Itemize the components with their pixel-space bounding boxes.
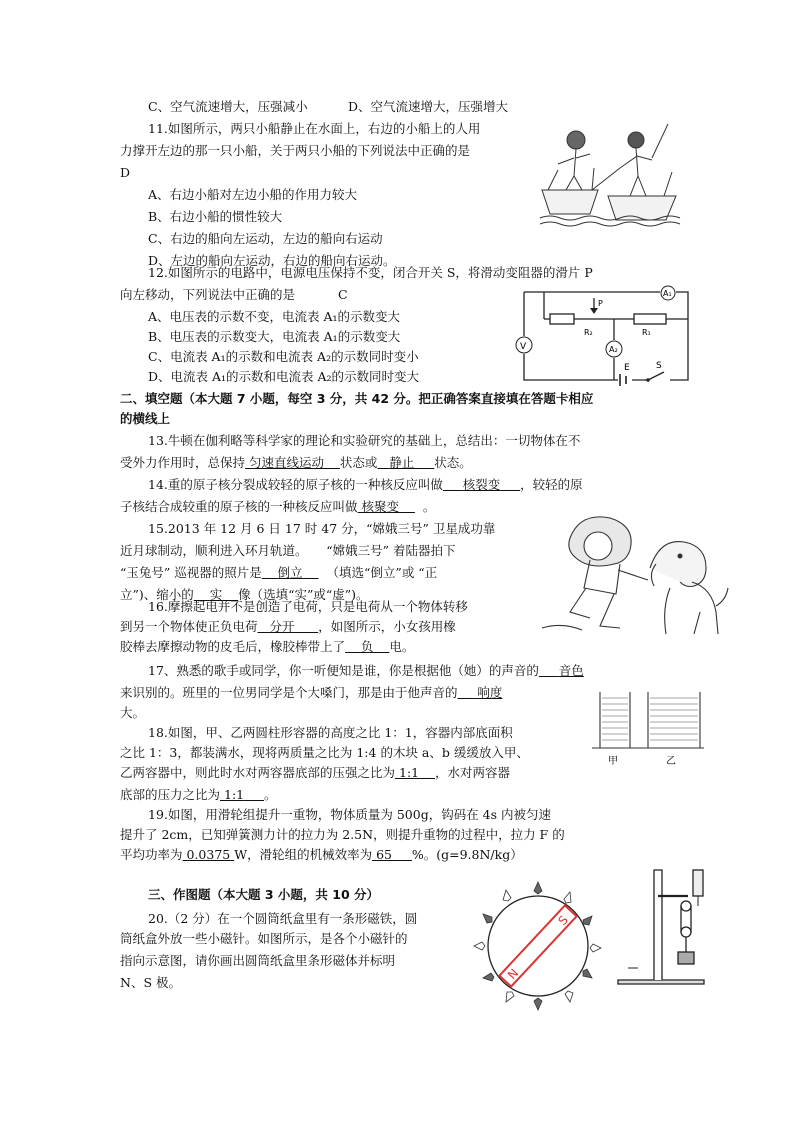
q10-option-c: C、空气流速增大，压强减小	[148, 99, 308, 114]
q18-text-d: 。	[264, 787, 277, 802]
q17-text-a: 17、熟悉的歌手或同学，你一听便知是谁，你是根据他（她）的声音的	[148, 663, 539, 678]
q14-text-c: 子核结合成较重的原子核的一种核反应叫做	[120, 499, 358, 514]
q10-option-d: D、空气流速增大，压强增大	[348, 99, 509, 114]
q17-answer-2: 响度	[477, 685, 503, 700]
q14-answer-2: 核聚变	[361, 499, 400, 514]
circuit-label-e: E	[624, 363, 630, 373]
circuit-label-s: S	[656, 361, 662, 371]
q17-text-b: 来识别的。班里的一位男同学是个大嗓门，那是由于他声音的	[120, 685, 458, 700]
q20-line4: N、S 极。	[120, 975, 181, 990]
q18-text-c: 底部的压力之比为	[120, 787, 221, 802]
q20-line1: 20.（2 分）在一个圆筒纸盒里有一条形磁铁，圆	[148, 911, 418, 926]
q17-answer-1: 音色	[558, 663, 584, 678]
q19-answer-2: 65	[376, 847, 392, 862]
q16-answer-1: 分开	[269, 619, 295, 634]
magnet-label-s: S	[555, 912, 571, 929]
q17-line3: 大。	[120, 705, 146, 720]
q19-line1: 19.如图，用滑轮组提升一重物，物体质量为 500g，钩码在 4s 内被匀速	[148, 807, 552, 822]
boats-figure	[540, 118, 680, 226]
q13-line2	[120, 454, 472, 472]
q14-text-b: ，较轻的原	[520, 477, 583, 492]
circuit-label-a2: A₂	[609, 345, 618, 354]
circuit-label-a1: A₁	[663, 289, 672, 298]
q16-text-d: 电。	[389, 639, 415, 654]
q18-answer-2: 1:1	[224, 787, 245, 802]
containers-figure	[592, 690, 704, 768]
q12-stem-line1: 12.如图所示的电路中，电源电压保持不变，闭合开关 S，将滑动变阻器的滑片 P	[148, 265, 593, 280]
q13-text-b: 状态或	[339, 455, 378, 470]
q11-answer: D	[120, 165, 131, 180]
q16-text-c: 胶棒去摩擦动物的皮毛后，橡胶棒带上了	[120, 639, 346, 654]
q18-text-b: ，水对两容器	[435, 765, 511, 780]
q15-line3	[120, 564, 437, 582]
circuit-label-v: V	[520, 342, 527, 352]
q16-answer-2: 负	[360, 639, 374, 654]
q18-answer-1: 1:1	[399, 765, 420, 780]
q19-line3	[120, 846, 523, 864]
q18-line1: 18.如图，甲、乙两圆柱形容器的高度之比 1：1，容器内部底面积	[148, 725, 513, 740]
q19-answer-1: 0.0375	[186, 847, 231, 862]
q19-text-c: %。(g=9.8N/kg）	[411, 847, 523, 862]
q16-line1: 16.摩擦起电并不是创造了电荷，只是电荷从一个物体转移	[148, 599, 468, 614]
q12-option-d: D、电流表 A₁的示数和电流表 A₂的示数同时变大	[148, 369, 420, 384]
circuit-label-r1: R₁	[642, 328, 651, 337]
q15-line2: 近月球制动，顺利进入环月轨道。 “嫦娥三号” 着陆器拍下	[120, 543, 456, 558]
q15-text-b: （填选“倒立”或 “正	[326, 565, 438, 580]
q16-text-a: 到另一个物体使正负电荷	[120, 619, 258, 634]
q11-stem-line1: 11.如图所示，两只小船静止在水面上，右边的小船上的人用	[148, 121, 481, 136]
q15-answer-1: 倒立	[277, 565, 303, 580]
q20-line2: 筒纸盒外放一些小磁针。如图所示，是各个小磁针的	[120, 931, 408, 946]
magnet-figure	[470, 878, 606, 1014]
section3-heading: 三、作图题（本大题 3 小题，共 10 分）	[148, 887, 380, 902]
circuit-label-p: P	[598, 299, 603, 308]
q18-line2: 之比 1：3，都装满水，现将两质量之比为 1:4 的木块 a、b 缓缓放入甲、	[120, 745, 529, 760]
q17-line2	[120, 684, 502, 702]
q11-option-d: D、左边的船向左运动，右边的船向右运动。	[148, 253, 396, 268]
container-label-jia: 甲	[608, 756, 618, 767]
q19-text-a: 平均功率为	[120, 847, 183, 862]
q19-line2: 提升了 2cm，已知弹簧测力计的拉力为 2.5N，则提升重物的过程中，拉力 F 的	[120, 827, 565, 842]
q18-text-a: 乙两容器中，则此时水对两容器底部的压强之比为	[120, 765, 396, 780]
q17-line1	[148, 662, 584, 680]
q15-line1: 15.2013 年 12 月 6 日 17 时 47 分，“嫦娥三号” 卫星成功靠	[148, 521, 496, 536]
pulley-figure	[612, 868, 722, 986]
q13-line1: 13.牛顿在伽利略等科学家的理论和实验研究的基础上，总结出：一切物体在不	[148, 433, 581, 448]
q12-answer: C	[338, 287, 348, 302]
q12-option-b: B、电压表的示数变大，电流表 A₁的示数变大	[148, 329, 401, 344]
q11-option-c: C、右边的船向左运动，左边的船向右运动	[148, 231, 383, 246]
section2-heading-line1: 二、填空题（本大题 7 小题，每空 3 分，共 42 分。把正确答案直接填在答题卡相应	[120, 391, 594, 406]
q14-line1	[148, 476, 583, 494]
q16-line3	[120, 638, 414, 656]
circuit-figure	[510, 284, 690, 386]
q15-answer-2: 实	[209, 587, 223, 602]
q12-option-a: A、电压表的示数不变，电流表 A₁的示数变大	[148, 309, 401, 324]
q13-answer-2: 静止	[389, 455, 415, 470]
magnet-label-n: N	[504, 966, 522, 983]
section2-heading-line2: 的横线上	[120, 411, 171, 426]
q19-text-b: W，滑轮组的机械效率为	[234, 847, 373, 862]
circuit-label-r2: R₂	[584, 328, 593, 337]
q11-option-a: A、右边小船对左边小船的作用力较大	[148, 187, 358, 202]
q11-option-b: B、右边小船的惯性较大	[148, 209, 283, 224]
q18-line4	[120, 786, 277, 804]
q15-text-c: 立”)、缩小的	[120, 587, 194, 602]
container-label-yi: 乙	[666, 756, 676, 767]
q16-text-b: ，如图所示，小女孩用橡	[318, 619, 456, 634]
q11-stem-line2: 力撑开左边的那一只小船，关于两只小船的下列说法中正确的是	[120, 143, 471, 158]
q13-text-a: 受外力作用时，总保持	[120, 455, 246, 470]
q14-line2	[120, 498, 435, 516]
q12-option-c: C、电流表 A₁的示数和电流表 A₂的示数同时变小	[148, 349, 419, 364]
q13-text-c: 状态。	[434, 455, 472, 470]
q14-text-d: 。	[422, 499, 436, 514]
q14-text-a: 14.重的原子核分裂成较轻的原子核的一种核反应叫做	[148, 477, 443, 492]
q18-line3	[120, 764, 510, 782]
q15-text-d: 像（选填“实”或“虚”)。	[238, 587, 369, 602]
q16-line2	[120, 618, 456, 636]
q15-text-a: “玉兔号” 巡视器的照片是	[120, 565, 262, 580]
girl-dog-figure	[530, 508, 730, 640]
q13-answer-1: 匀速直线运动	[249, 455, 325, 470]
q14-answer-1: 核裂变	[462, 477, 501, 492]
q20-line3: 指向示意图，请你画出圆筒纸盒里条形磁体并标明	[120, 953, 396, 968]
q12-stem-line2: 向左移动，下列说法中正确的是	[120, 287, 296, 302]
